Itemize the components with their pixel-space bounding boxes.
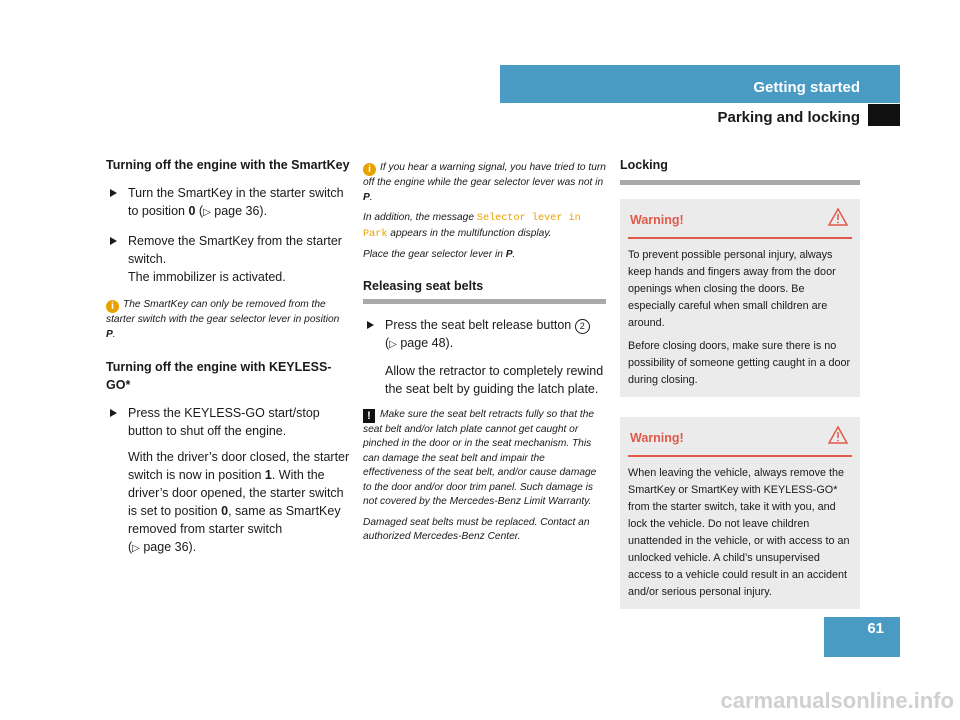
- column-middle: [363, 161, 606, 545]
- page-ref-icon: ▷: [132, 543, 140, 554]
- warning-triangle-icon: [828, 208, 848, 226]
- caution-note: ! Make sure the seat belt retracts fully so that the seat belt and/or latch plate cannot get caught or pinched in the door or in the seat mechanism. This can damage the seat belt and impair the effectiveness of the seat belt, and/or cause damage to the door and/or door trim panel. Such damage is not covered by the Mercedes-Benz Limit Warranty. Damaged seat belts must be replaced. Contact an authorized Mercedes-Benz Center.: [363, 408, 597, 542]
- section-marker: [868, 104, 900, 126]
- page-ref-link[interactable]: page 36).: [139, 540, 197, 554]
- warning-box-closing: Warning! To prevent possible personal injury, always keep hands and fingers away from the door openings when closing the doors. Be especially careful when small children are around. Before closing doors, make sure there is no possibility of someone getting caught in a door during closing.: [620, 199, 860, 397]
- step-press-keyless: Press the KEYLESS-GO start/stop button to shut off the engine. With the driver’s door closed, the starter switch is now in position 1. With the driver’s door opened, the starter switch is set to position 0, same as SmartKey removed from starter switch (▷ page 36).: [106, 404, 351, 558]
- warning-title: Warning!: [630, 213, 684, 227]
- section-divider: [620, 180, 860, 185]
- warning-triangle-icon: [828, 426, 848, 444]
- page-ref-link[interactable]: page 36).: [210, 204, 268, 218]
- info-note: i If you hear a warning signal, you have tried to turn off the engine while the gear selector lever was not in P. In addition, the message Selector lever in Park appears in the multifunction display. Place the gear selector lever in P.: [363, 162, 606, 260]
- heading-engine-off-keyless: Turning off the engine with KEYLESS-GO*: [106, 360, 332, 392]
- page-ref-link[interactable]: page 48).: [396, 335, 454, 350]
- bullet-arrow-icon: [110, 237, 117, 245]
- caution-icon: !: [363, 409, 375, 423]
- heading-releasing-belts: Releasing seat belts: [363, 278, 484, 293]
- section-title: Parking and locking: [717, 109, 860, 126]
- column-right: [620, 156, 860, 609]
- column-left: [106, 156, 351, 558]
- bullet-arrow-icon: [110, 409, 117, 417]
- info-icon: i: [363, 163, 376, 176]
- warning-title: Warning!: [630, 431, 684, 445]
- display-message: Selector lever in Park: [363, 213, 581, 240]
- bullet-arrow-icon: [110, 189, 117, 197]
- info-note: i The SmartKey can only be removed from the starter switch with the gear selector lever in position P.: [106, 299, 340, 340]
- step-turn-smartkey: Turn the SmartKey in the starter switch to position 0 (▷ page 36).: [106, 184, 351, 222]
- warning-box-leaving: Warning! When leaving the vehicle, always remove the SmartKey or SmartKey with KEYLESS-GO* from the starter switch, take it with you, and lock the vehicle. Do not leave children unattended in the vehicle, or with access to an unlocked vehicle. A child’s unsupervised access to a vehicle could result in an accident and/or serious personal injury.: [620, 417, 860, 609]
- step-remove-smartkey: Remove the SmartKey from the starter switch. The immobilizer is activated.: [106, 232, 351, 286]
- bullet-arrow-icon: [367, 321, 374, 329]
- heading-engine-off-smartkey: Turning off the engine with the SmartKey: [106, 158, 350, 172]
- chapter-title: Getting started: [753, 79, 860, 96]
- heading-locking: Locking: [620, 158, 668, 172]
- section-divider: [363, 299, 606, 304]
- page-ref-icon: ▷: [203, 207, 211, 218]
- callout-number: 2: [575, 319, 590, 334]
- page-ref-icon: ▷: [389, 338, 397, 350]
- step-press-release: Press the seat belt release button 2 (▷ page 48). Allow the retractor to completely rewind the seat belt by guiding the latch plate.: [363, 316, 606, 398]
- info-icon: i: [106, 300, 119, 313]
- page-number: 61: [867, 620, 884, 637]
- watermark: carmanualsonline.info: [720, 688, 954, 713]
